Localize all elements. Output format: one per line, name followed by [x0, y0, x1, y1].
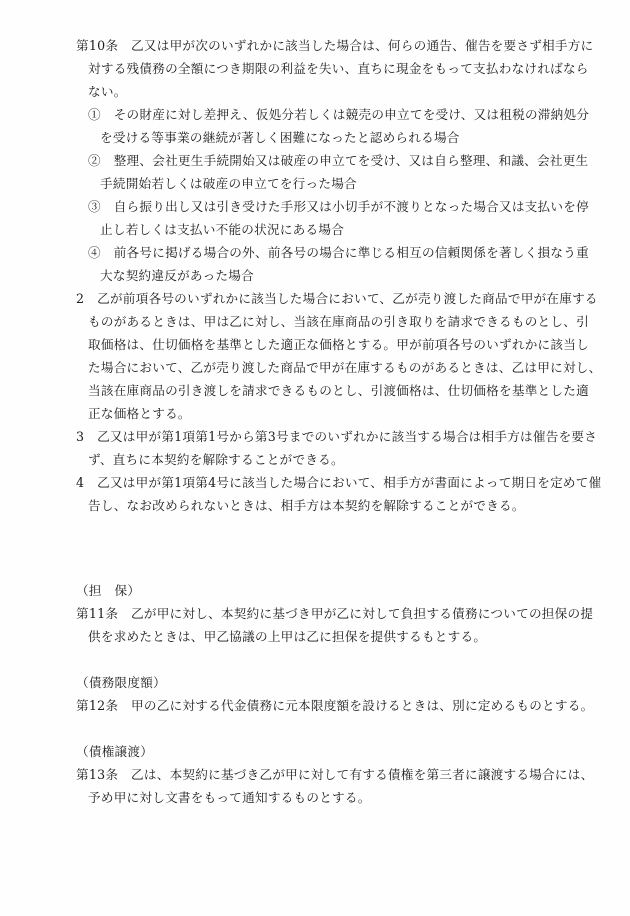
item-3-line-2: 止し若しくは支払い不能の状況にある場合: [100, 222, 345, 237]
para-4-line-2: 告し、なお改められないときは、相手方は本契約を解除することができる。: [88, 498, 525, 513]
para-2-line-4: た場合において、乙が売り渡した商品で甲が在庫するものがあるときは、乙は甲に対し、: [88, 360, 602, 375]
article-13-heading: （債権譲渡）: [76, 744, 154, 759]
article-12-line-1: 第12条 甲の乙に対する代金債務に元本限度額を設けるときは、別に定めるものとする。: [76, 698, 594, 713]
para-2-line-6: 正な価格とする。: [88, 406, 191, 421]
article-10-line-3: ない。: [88, 84, 127, 99]
item-2-line-2: 手続開始若しくは破産の申立てを行った場合: [100, 176, 357, 191]
article-13-line-1: 第13条 乙は、本契約に基づき乙が甲に対して有する債権を第三者に譲渡する場合には、: [76, 767, 594, 782]
para-2-line-2: ものがあるときは、甲は乙に対し、当該在庫商品の引き取りを請求できるものとし、引: [88, 314, 589, 329]
para-2-line-3: 取価格は、仕切価格を基準とした適正な価格とする。甲が前項各号のいずれかに該当し: [88, 337, 589, 352]
item-4-line-2: 大な契約違反があった場合: [100, 268, 254, 283]
article-10-line-2: 対する残債務の全額につき期限の利益を失い、直ちに現金をもって支払わなければなら: [88, 61, 589, 76]
item-2-line-1: ② 整理、会社更生手続開始又は破産の申立てを受け、又は自ら整理、和議、会社更生: [88, 153, 589, 168]
article-11-line-1: 第11条 乙が甲に対し、本契約に基づき甲が乙に対して負担する債務についての担保の提: [76, 606, 594, 621]
article-12-heading: （債務限度額）: [76, 675, 166, 690]
para-4-line-1: 4 乙又は甲が第1項第4号に該当した場合において、相手方が書面によって期日を定めて催: [76, 475, 602, 490]
article-11-line-2: 供を求めたときは、甲乙協議の上甲は乙に担保を提供するもとする。: [88, 629, 487, 644]
item-4-line-1: ④ 前各号に掲げる場合の外、前各号の場合に準じる相互の信頼関係を著しく損なう重: [88, 245, 589, 260]
para-3-line-1: 3 乙又は甲が第1項第1号から第3号までのいずれかに該当する場合は相手方は催告を要さ: [76, 429, 598, 444]
item-1-line-2: を受ける等事業の継続が著しく困難になったと認められる場合: [100, 130, 460, 145]
para-2-line-5: 当該在庫商品の引き渡しを請求できるものとし、引渡価格は、仕切価格を基準とした適: [88, 383, 589, 398]
article-11-heading: （担 保）: [76, 583, 141, 598]
article-10-line-1: 第10条 乙又は甲が次のいずれかに該当した場合は、何らの通告、催告を要さず相手方に: [76, 38, 594, 53]
para-3-line-2: ず、直ちに本契約を解除することができる。: [88, 452, 344, 467]
para-2-line-1: 2 乙が前項各号のいずれかに該当した場合において、乙が売り渡した商品で甲が在庫する: [76, 291, 598, 306]
article-13-line-2: 予め甲に対し文書をもって通知するものとする。: [88, 790, 371, 805]
item-3-line-1: ③ 自ら振り出し又は引き受けた手形又は小切手が不渡りとなった場合又は支払いを停: [88, 199, 589, 214]
item-1-line-1: ① その財産に対し差押え、仮処分若しくは競売の申立てを受け、又は租税の滞納処分: [88, 107, 590, 122]
